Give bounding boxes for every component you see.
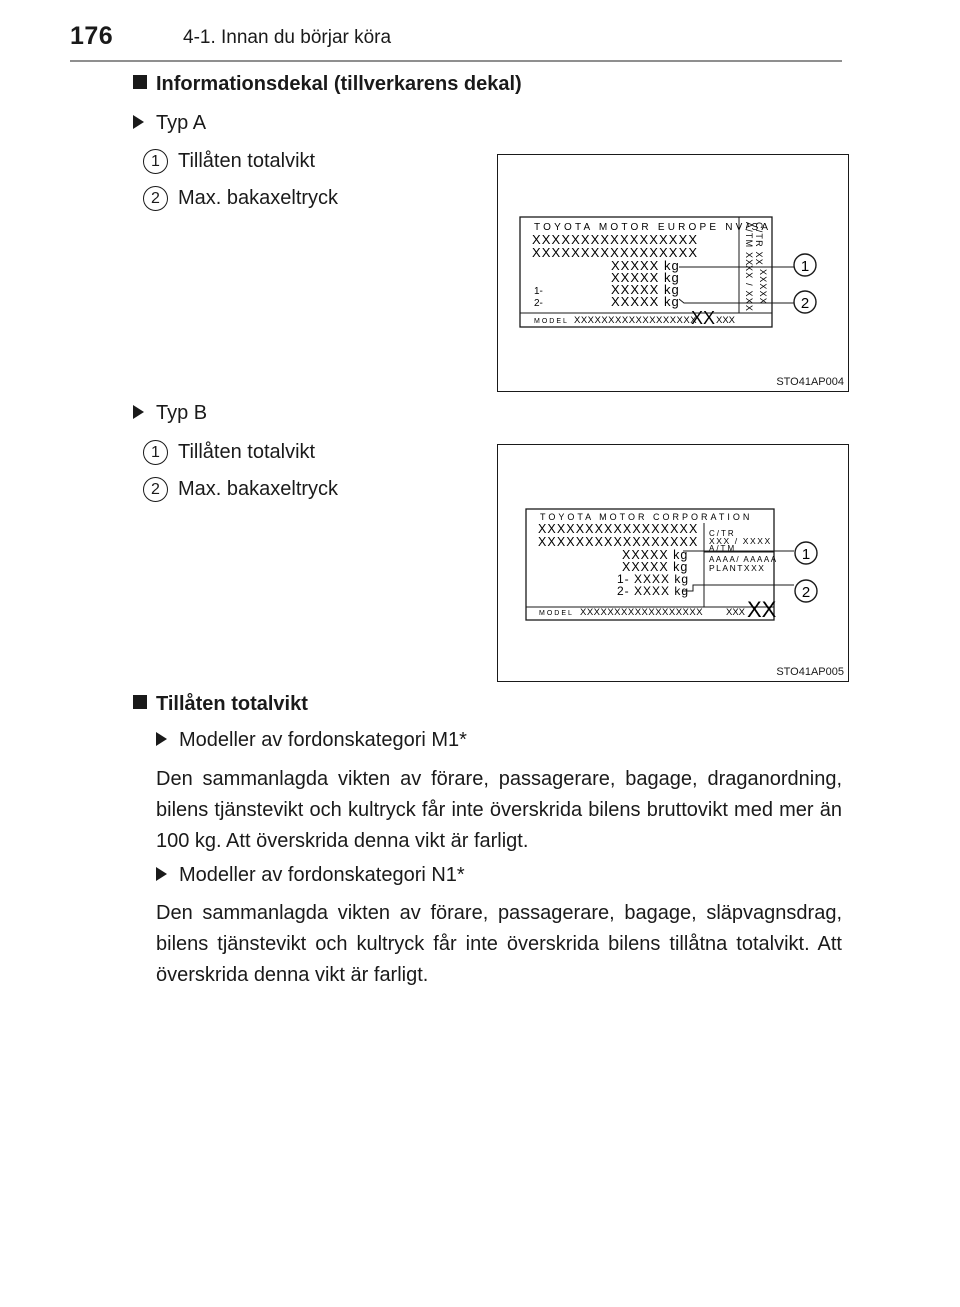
side-text-1: C/TR XX: [754, 222, 764, 266]
callout-2-text: 2: [800, 295, 810, 312]
number-1-icon: 1: [143, 149, 168, 174]
number-2-icon: 2: [143, 477, 168, 502]
section-title: Tillåten totalvikt: [156, 693, 308, 715]
atm-label: A/TM: [709, 544, 737, 553]
weight-3: 1- XXXX kg: [617, 572, 690, 586]
side-text-2: A/TM XX: [744, 222, 754, 267]
square-bullet-icon: [133, 75, 147, 89]
figure-type-b: [497, 444, 849, 682]
model-code: XX: [747, 597, 777, 622]
figure-type-a: [497, 154, 849, 392]
weight-3: XXXXX kg: [611, 282, 680, 297]
weight-1: XXXXX kg: [622, 548, 689, 562]
figure-code: STO41AP005: [776, 666, 844, 678]
type-b-item-1: [143, 440, 315, 465]
weight-2: XXXXX kg: [622, 560, 689, 574]
side-text-4: XXXXX: [758, 269, 768, 306]
maker-text: TOYOTA MOTOR CORPORATION: [540, 512, 753, 522]
subheading-type-b: [133, 402, 207, 425]
section-title: Informationsdekal (tillverkarens dekal): [156, 73, 522, 95]
ctr-value: XXX / XXXX: [709, 536, 772, 546]
weight-4: XXXXX kg: [611, 294, 680, 309]
ctr-label: C/TR: [709, 529, 736, 538]
model-label: MODEL: [539, 610, 574, 617]
chapter-title: 4-1. Innan du börjar köra: [183, 27, 392, 48]
item-text: Max. bakaxeltryck: [178, 187, 339, 209]
item-text: Tillåten totalvikt: [178, 150, 316, 172]
label-illustration-b: [498, 445, 848, 681]
plant-line-2: PLANTXXX: [709, 563, 766, 573]
model-suffix: XXX: [716, 315, 736, 326]
vin-line-1: XXXXXXXXXXXXXXXXX: [538, 522, 699, 536]
model-suffix: XXX: [726, 607, 746, 618]
triangle-bullet-icon: [156, 867, 167, 881]
subheading-m1: [156, 729, 467, 752]
triangle-bullet-icon: [133, 405, 144, 419]
type-b-item-2: [143, 477, 338, 502]
header-rule: [70, 60, 842, 62]
number-1-icon: 1: [143, 440, 168, 465]
maker-text: TOYOTA MOTOR EUROPE NV/SA: [534, 222, 772, 233]
subheading-n1: [156, 864, 465, 887]
side-text-3: XX / XXX: [744, 265, 754, 313]
type-a-label: Typ A: [156, 112, 207, 134]
triangle-bullet-icon: [156, 732, 167, 746]
figure-code: STO41AP004: [776, 376, 844, 388]
callout-1-text: 1: [800, 258, 810, 275]
model-value: XXXXXXXXXXXXXXXXXX: [580, 607, 704, 618]
label-illustration-a: [498, 155, 848, 391]
weight-4-prefix: 2-: [534, 298, 543, 309]
n1-label: Modeller av fordonskategori N1*: [179, 864, 465, 886]
weight-2: XXXXX kg: [611, 270, 680, 285]
type-a-item-1: [143, 149, 315, 174]
model-value: XXXXXXXXXXXXXXXXXX: [574, 315, 698, 326]
item-text: Max. bakaxeltryck: [178, 478, 339, 500]
weight-1: XXXXX kg: [611, 258, 680, 273]
weight-3-prefix: 1-: [534, 286, 543, 297]
subheading-type-a: [133, 112, 206, 135]
triangle-bullet-icon: [133, 115, 144, 129]
callout-2-text: 2: [801, 584, 811, 601]
n1-paragraph: Den sammanlagda vikten av förare, passagerare, bagage, släpvagnsdrag, bilens tjänstevikt och kultryck får inte överskrida bilens tillåtna totalvikt. Att överskrida denna vikt är farligt.: [156, 902, 842, 986]
vin-line-1: XXXXXXXXXXXXXXXXX: [532, 232, 699, 247]
type-b-label: Typ B: [156, 402, 208, 424]
plant-line-1: AAAA/ AAAAA: [709, 555, 778, 564]
model-code: XX: [691, 308, 716, 328]
vin-line-2: XXXXXXXXXXXXXXXXX: [532, 245, 699, 260]
page-number: 176: [70, 22, 114, 50]
item-text: Tillåten totalvikt: [178, 441, 316, 463]
section-heading-info-label: [133, 73, 522, 96]
number-2-icon: 2: [143, 186, 168, 211]
callout-1-text: 1: [801, 546, 811, 563]
square-bullet-icon: [133, 695, 147, 709]
m1-paragraph: Den sammanlagda vikten av förare, passagerare, bagage, draganordning, bilens tjänstevikt och kultryck får inte överskrida bilens bruttovikt med mer än 100 kg. Att överskrida denna vikt är farligt.: [156, 768, 842, 852]
vin-line-2: XXXXXXXXXXXXXXXXX: [538, 535, 699, 549]
section-heading-total-weight: [133, 693, 308, 716]
weight-4: 2- XXXX kg: [617, 584, 690, 598]
model-label: MODEL: [534, 318, 569, 325]
m1-label: Modeller av fordonskategori M1*: [179, 729, 467, 751]
type-a-item-2: [143, 186, 338, 211]
